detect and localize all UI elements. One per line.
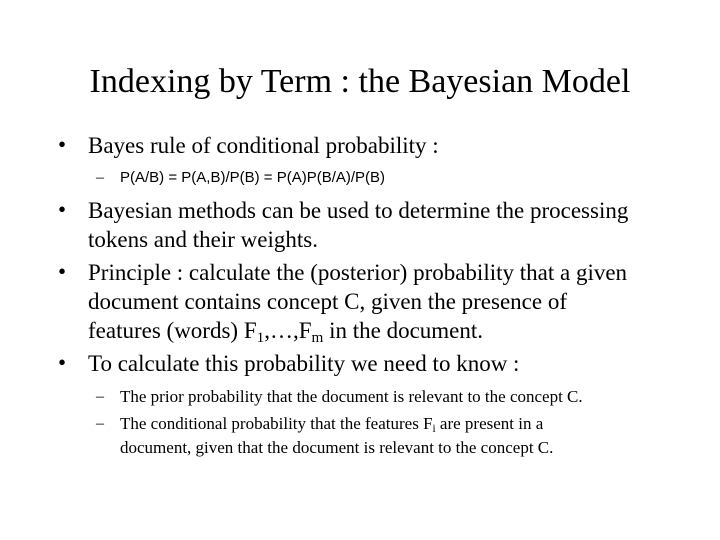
feature-subscript-m: m	[311, 328, 324, 346]
prior-probability-text	[120, 385, 690, 409]
bullet-4-line: To calculate this probability we need to know :	[88, 351, 520, 376]
conditional-probability-line-1	[120, 412, 690, 436]
bullet-3-line-1: Principle : calculate the (posterior) probability that a given	[88, 260, 628, 285]
dash-marker-3: –	[96, 415, 104, 432]
bullet-2-line-1: Bayesian methods can be used to determine the processing	[88, 198, 629, 223]
slide-title: Indexing by Term : the Bayesian Model	[89, 63, 631, 100]
bullet-marker-1: •	[58, 132, 67, 157]
conditional-probability-line-2: document, given that the document is relevant to the concept C.	[120, 438, 554, 457]
bullet-marker-3: •	[58, 259, 67, 284]
conditional-probability-text	[120, 412, 690, 460]
dash-marker-2: –	[96, 388, 104, 405]
bullet-2-line-2: tokens and their weights.	[88, 227, 318, 252]
bullet-text-2	[88, 196, 688, 254]
dash-marker-1: –	[96, 169, 104, 186]
features-after: in the document.	[323, 318, 484, 343]
conditional-probability-before: The conditional probability that the features F	[120, 414, 433, 433]
conditional-probability-after: are present in a	[435, 414, 544, 433]
bullet-1-line: Bayes rule of conditional probability :	[88, 133, 439, 158]
feature-subscript-1: 1	[256, 328, 265, 346]
bullet-marker-2: •	[58, 197, 67, 222]
feature-subscript-i: i	[432, 422, 436, 435]
bullet-3-line-3	[88, 316, 688, 345]
features-middle: ,…,F	[264, 318, 312, 343]
bayes-rule-formula: P(A/B) = P(A,B)/P(B) = P(A)P(B/A)/P(B)	[120, 169, 386, 186]
prior-probability-line: The prior probability that the document is relevant to the concept C.	[120, 387, 583, 406]
bullet-text-1	[88, 131, 688, 160]
features-text: features (words) F	[88, 318, 257, 343]
bullet-marker-4: •	[58, 350, 67, 375]
bullet-text-3	[88, 258, 688, 345]
bullet-text-4	[88, 349, 688, 378]
bullet-3-line-2: document contains concept C, given the presence of	[88, 289, 568, 314]
